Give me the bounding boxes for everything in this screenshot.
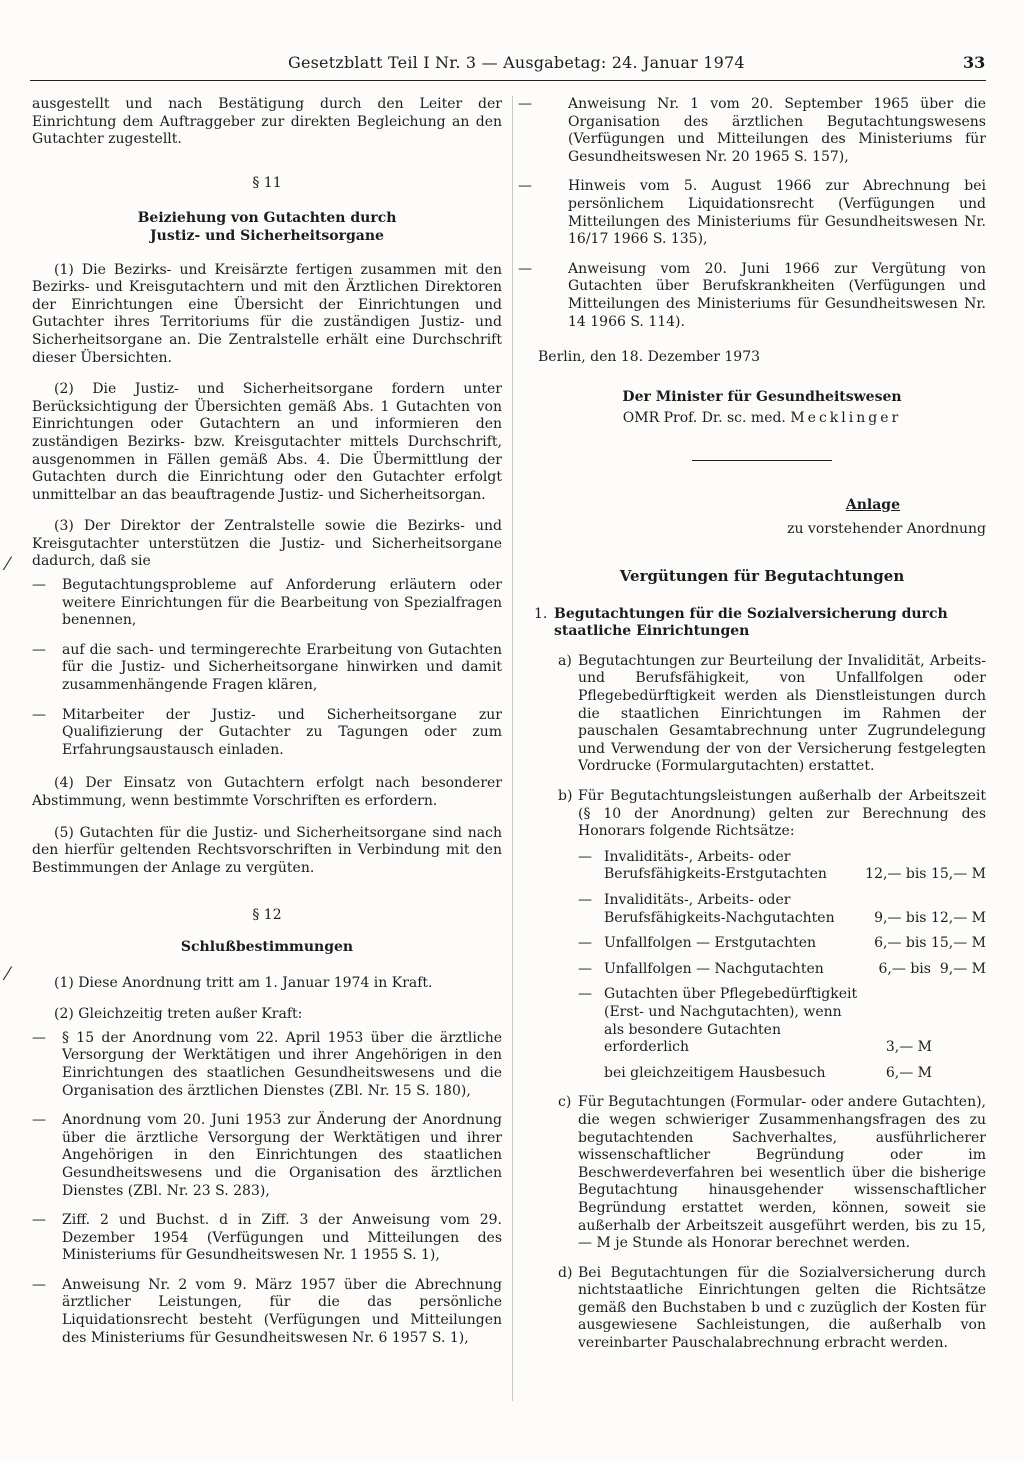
section-11-paragraph-4: (4) Der Einsatz von Gutachtern erfolgt nach besonderer Abstimmung, wenn bestimmte Vorschriften es erfordern. <box>32 775 502 809</box>
header-title: Gesetzblatt Teil I Nr. 3 — Ausgabetag: 24. Januar 1974 <box>288 53 745 72</box>
rate-label: Unfallfolgen — Nachgutachten <box>604 960 824 977</box>
rate-value: 6,— M <box>885 1064 932 1081</box>
signer-name: Mecklinger <box>790 410 902 427</box>
rate-row: — Unfallfolgen — Erstgutachten 6,— bis 15,— M <box>578 935 986 952</box>
list-item: — Ziff. 2 und Buchst. d in Ziff. 3 der Anweisung vom 29. Dezember 1954 (Verfügungen und Mitteilungen des Ministeriums für Gesundheitswesen Nr. 1 1955 S. 1), <box>32 1212 502 1264</box>
section-11-paragraph-1: (1) Die Bezirks- und Kreisärzte fertigen zusammen mit den Bezirks- und Kreisgutachtern und mit den Ärztlichen Direktoren der Einrichtungen eine Übersicht der Einrichtungen und Gutachter ihres Territoriums für die zuständigen Justiz- und Sicherheitsorgane an. Die Zentralstelle erhält eine Durchschrift dieser Übersichten. <box>32 261 502 366</box>
place-date: Berlin, den 18. Dezember 1973 <box>538 349 761 366</box>
rate-value: 9,— bis 12,— M <box>874 909 986 926</box>
item-a: a) Begutachtungen zur Beurteilung der Invalidität, Arbeits- und Berufsfähigkeit, von Unfallfolgen oder Pflegebedürftigkeit werden als Dienstleistungen durch die staatlichen Einrichtungen im Rahmen der pauschalen Gesamtabrechnung unter Zugrundelegung und Verwendung der von der Versicherung festgelegten Vordrucke (Formulargutachten) erstattet. <box>558 652 986 775</box>
list-item: — § 15 der Anordnung vom 22. April 1953 über die ärztliche Versorgung der Werktätigen und ihrer Angehörigen in den Einrichtungen des staatlichen Gesundheitswesens und die Organisation des ärztlichen Dienstes (ZBl. Nr. 15 S. 180), <box>32 1029 502 1099</box>
list-item: — Begutachtungsprobleme auf Anforderung erläutern oder weitere Einrichtungen für die Bearbeitung von Spezialfragen benennen, <box>32 577 502 629</box>
list-item: — Mitarbeiter der Justiz- und Sicherheitsorgane zur Qualifizierung der Gutachter zu Tagungen oder zum Erfahrungsaustausch einladen. <box>32 706 502 758</box>
signer-prefix: OMR Prof. Dr. sc. med. <box>622 410 786 427</box>
item-b: b) Für Begutachtungsleistungen außerhalb der Arbeitszeit (§ 10 der Anordnung) gelten zur Berechnung des Honorars folgende Richtsätze: <box>558 788 986 840</box>
section-11-title-line2: Justiz- und Sicherheitsorgane <box>150 227 384 244</box>
section-11-title-line1: Beiziehung von Gutachten durch <box>137 210 397 227</box>
page-number: 33 <box>963 53 986 72</box>
remuneration-title: Vergütungen für Begutachtungen <box>619 567 905 586</box>
rate-value: 6,— bis 15,— M <box>874 935 986 952</box>
signer-title: Der Minister für Gesundheitswesen <box>622 388 902 405</box>
section-1-number: 1. <box>534 605 548 622</box>
section-12-paragraph-2: (2) Gleichzeitig treten außer Kraft: <box>54 1006 303 1023</box>
list-item: — Anweisung vom 20. Juni 1966 zur Vergütung von Gutachten über Berufskrankheiten (Verfügungen und Mitteilungen des Ministeriums für Gesundheitswesen Nr. 14 1966 S. 114). <box>518 260 986 330</box>
rate-label: bei gleichzeitigem Hausbesuch <box>604 1064 826 1081</box>
section-1-heading <box>534 605 986 641</box>
margin-check-mark: ⁄ <box>6 964 10 985</box>
section-11-list <box>32 577 502 759</box>
list-item: — Anweisung Nr. 1 vom 20. September 1965 über die Organisation des ärztlichen Begutachtungswesens (Verfügungen und Mitteilungen des Ministeriums für Gesundheitswesen Nr. 20 1965 S. 157), <box>518 96 986 165</box>
margin-check-mark: ⁄ <box>6 554 10 575</box>
rate-label: Unfallfolgen — Erstgutachten <box>604 935 817 952</box>
section-12-number: § 12 <box>252 907 282 924</box>
rate-row: — Unfallfolgen — Nachgutachten 6,— bis 9,— M <box>578 960 986 977</box>
header-rule <box>30 80 986 81</box>
section-1-title: Begutachtungen für die Sozialversicherung durch staatliche Einrichtungen <box>554 605 948 640</box>
annex-heading: Anlage <box>845 496 900 513</box>
rate-label: Invaliditäts-, Arbeits- oder Berufsfähigkeits-Erstgutachten <box>604 848 827 883</box>
rate-table <box>578 849 986 1083</box>
left-column <box>32 96 502 1359</box>
rate-label: Invaliditäts-, Arbeits- oder Berufsfähigkeits-Nachgutachten <box>604 892 835 926</box>
rate-value: 6,— bis 9,— M <box>878 960 986 977</box>
rate-row: — Invaliditäts-, Arbeits- oder Berufsfähigkeits-Erstgutachten 12,— bis 15,— M <box>578 848 986 883</box>
repealed-list <box>32 1030 502 1348</box>
rate-row: — Gutachten über Pflegebedürftigkeit (Erst- und Nachgutachten), wenn als besondere Gutachten erforderlich 3,— M <box>578 986 986 1056</box>
list-item: — Anordnung vom 20. Juni 1953 zur Änderung der Anordnung über die ärztliche Versorgung der Werktätigen und ihrer Angehörigen in den Einrichtungen des staatlichen Gesundheitswesens und die Organisation des ärztlichen Dienstes (ZBl. Nr. 23 S. 283), <box>32 1112 502 1199</box>
section-11-number: § 11 <box>252 174 282 191</box>
repealed-list-continued <box>518 96 986 331</box>
signer-name-line <box>538 410 986 428</box>
rate-row: — Invaliditäts-, Arbeits- oder Berufsfähigkeits-Nachgutachten 9,— bis 12,— M <box>578 892 986 926</box>
item-d: d) Bei Begutachtungen für die Sozialversicherung durch nichtstaatliche Einrichtungen gelten die Richtsätze gemäß den Buchstaben b und c zuzüglich der Kosten für ausgewiesene Sachleistungen, die außerhalb von vereinbarter Pauschalabrechnung erbracht werden. <box>558 1264 986 1352</box>
page-header <box>0 54 1024 80</box>
section-12-paragraph-1: (1) Diese Anordnung tritt am 1. Januar 1974 in Kraft. <box>54 974 433 991</box>
rate-value: 3,— M <box>885 1039 932 1056</box>
column-divider <box>512 96 513 1401</box>
item-c: c) Für Begutachtungen (Formular- oder andere Gutachten), die wegen schwieriger Zusammenhangsfragen des zu begutachtenden Sachverhaltes, ausführlicherer wissenschaftlicher Begründung oder im Beschwerdeverfahren bei wesentlich über die bisherige Begutachtung hinausgehender wissenschaftlicher Begründung erstattet werden, können, soweit sie außerhalb der Arbeitszeit ausgeführt werden, bis zu 15,— M je Stunde als Honorar berechnet werden. <box>558 1094 986 1252</box>
section-11-paragraph-2: (2) Die Justiz- und Sicherheitsorgane fordern unter Berücksichtigung der Übersichten gemäß Abs. 1 Gutachten von Einrichtungen oder Gutachtern an und informieren den zuständigen Bezirks- bzw. Kreisgutachter mittels Durchschrift, ausgenommen in Fällen gemäß Abs. 4. Die Übermittlung der Gutachten durch die Einrichtung oder den Gutachter erfolgt unmittelbar an das beauftragende Justiz- und Sicherheitsorgan. <box>32 381 502 503</box>
right-column <box>518 96 986 1353</box>
list-item: — auf die sach- und termingerechte Erarbeitung von Gutachten für die Justiz- und Sicherheitsorgane hinwirken und damit zusammenhängende Fragen klären, <box>32 641 502 694</box>
rate-row-sub <box>604 1065 986 1083</box>
section-11-paragraph-3: (3) Der Direktor der Zentralstelle sowie die Bezirks- und Kreisgutachter unterstützen die Justiz- und Sicherheitsorgane dadurch, daß sie <box>32 518 502 570</box>
intro-paragraph: ausgestellt und nach Bestätigung durch den Leiter der Einrichtung dem Auftraggeber zur direkten Begleichung an den Gutachter zugestellt. <box>32 96 502 148</box>
section-12-title: Schlußbestimmungen <box>180 938 354 955</box>
rate-value: 12,— bis 15,— M <box>865 866 986 883</box>
annex-subheading: zu vorstehender Anordnung <box>787 520 986 537</box>
list-item: — Anweisung Nr. 2 vom 9. März 1957 über die Abrechnung ärztlicher Leistungen, für die das persönliche Liquidationsrecht besteht (Verfügungen und Mitteilungen des Ministeriums für Gesundheitswesen Nr. 6 1957 S. 1), <box>32 1276 502 1346</box>
section-11-paragraph-5: (5) Gutachten für die Justiz- und Sicherheitsorgane sind nach den hierfür geltenden Rechtsvorschriften in Verbindung mit den Bestimmungen der Anlage zu vergüten. <box>32 824 502 876</box>
separator-rule <box>692 460 832 461</box>
list-item: — Hinweis vom 5. August 1966 zur Abrechnung bei persönlichem Liquidationsrecht (Verfügungen und Mitteilungen des Ministeriums für Gesundheitswesen Nr. 16/17 1966 S. 135), <box>518 178 986 248</box>
rate-label: Gutachten über Pflegebedürftigkeit (Erst- und Nachgutachten), wenn als besondere Gutachten erforderlich <box>604 986 858 1056</box>
